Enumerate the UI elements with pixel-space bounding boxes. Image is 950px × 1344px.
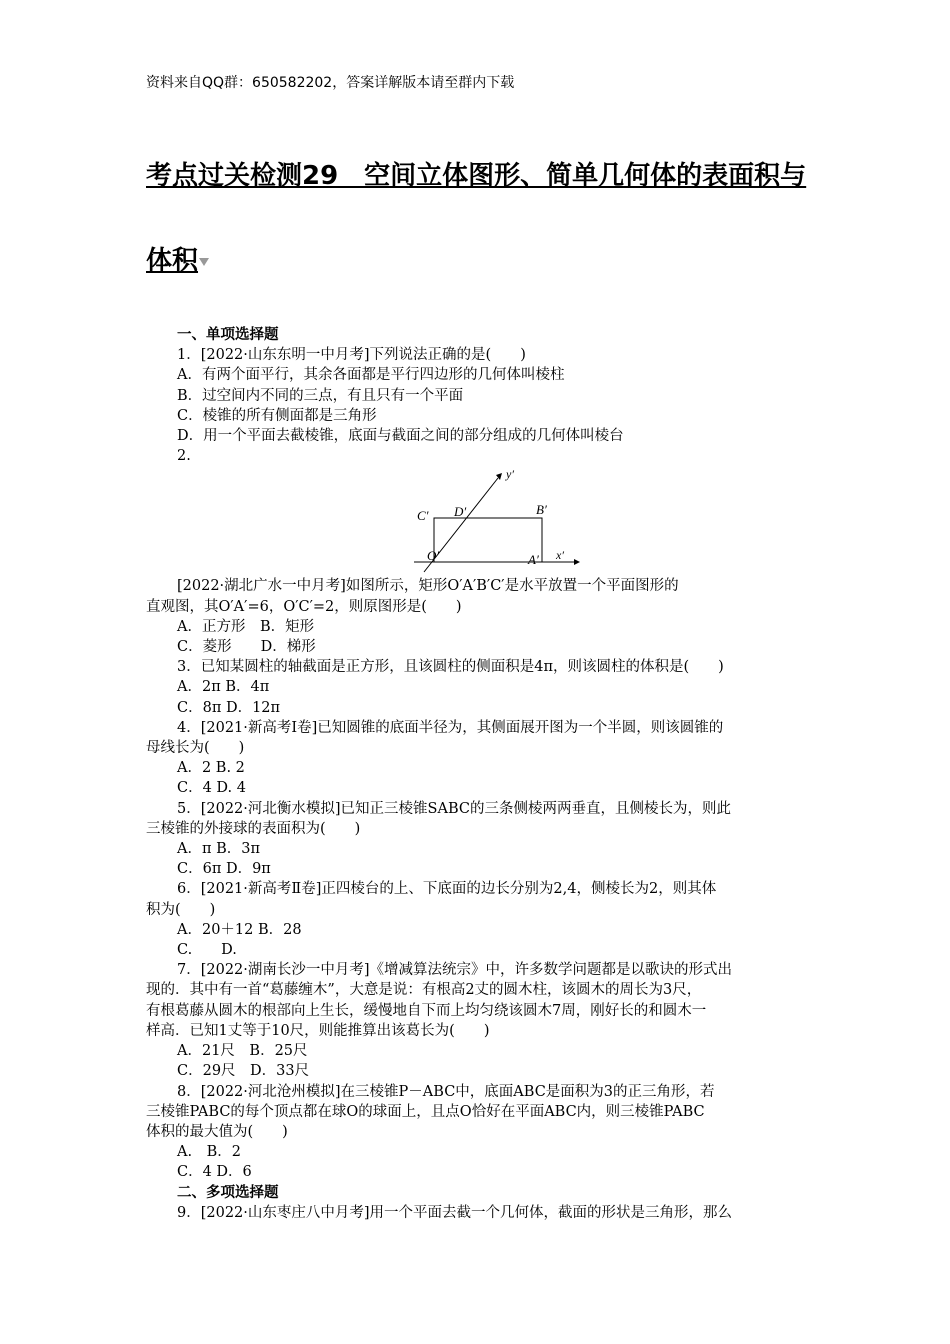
q7-options-ab: A．21尺 B．25尺: [177, 1043, 308, 1060]
page-title-line1: 考点过关检测29 空间立体图形、简单几何体的表面积与: [146, 161, 807, 191]
q5-stem-line1: 5．[2022·河北衡水模拟]已知正三棱锥SABC的三条侧棱两两垂直，且侧棱长为，则此: [177, 800, 731, 817]
q7-stem-line2: 现的．其中有一首“葛藤缠木”，大意是说：有根高2丈的圆木柱，该圆木的周长为3尺，: [146, 982, 702, 999]
q2-stem-line1: [2022·湖北广水一中月考]如图所示，矩形O′A′B′C′是水平放置一个平面图形的: [177, 578, 679, 595]
oblique-rectangle-diagram: [414, 466, 584, 576]
q6-stem-line1: 6．[2021·新高考Ⅱ卷]正四棱台的上、下底面的边长分别为2,4，侧棱长为2，则其体: [177, 881, 717, 898]
header-note: 资料来自QQ群：650582202，答案详解版本请至群内下载: [146, 75, 515, 91]
label-y: y′: [506, 467, 514, 482]
q3-stem: 3．已知某圆柱的轴截面是正方形，且该圆柱的侧面积是4π，则该圆柱的体积是( ): [177, 659, 724, 676]
q2-stem-line2: 直观图，其O′A′=6，O′C′=2，则原图形是( ): [146, 598, 462, 615]
question-content: [146, 325, 810, 1223]
q8-stem-line2: 三棱锥PABC的每个顶点都在球O的球面上，且点O恰好在平面ABC内，则三棱锥PABC: [146, 1103, 705, 1120]
q2-options-cd: C．菱形 D．梯形: [177, 639, 316, 656]
q2-figure: [146, 466, 810, 576]
q7-stem-line3: 有根葛藤从圆木的根部向上生长，缓慢地自下而上均匀绕该圆木7周，刚好长的和圆木一: [146, 1002, 707, 1019]
q6-stem-line2: 积为( ): [146, 901, 216, 918]
section-multi-choice: 二、多项选择题: [177, 1184, 279, 1201]
q5-stem-line2: 三棱锥的外接球的表面积为( ): [146, 820, 361, 837]
q7-stem-line4: 样高．已知1丈等于10尺，则能推算出该葛长为( ): [146, 1022, 490, 1039]
q8-stem-line3: 体积的最大值为( ): [146, 1123, 288, 1140]
q7-options-cd: C．29尺 D．33尺: [177, 1063, 310, 1080]
label-b: B′: [536, 502, 547, 518]
q4-stem-line1: 4．[2021·新高考Ⅰ卷]已知圆锥的底面半径为，其侧面展开图为一个半圆，则该圆锥的: [177, 719, 724, 736]
q4-options-ab: A．2 B. 2: [177, 760, 245, 777]
q7-stem-line1: 7．[2022·湖南长沙一中月考]《增减算法统宗》中，许多数学问题都是以歌诀的形式出: [177, 962, 733, 979]
q2-number: 2.: [177, 448, 191, 465]
q3-options-ab: A．2π B．4π: [177, 679, 270, 696]
collapse-triangle-icon: [199, 258, 209, 266]
q8-options-ab: A. B．2: [177, 1144, 241, 1161]
label-a: A′: [528, 552, 539, 568]
q3-options-cd: C．8π D．12π: [177, 699, 281, 716]
q4-options-cd: C．4 D. 4: [177, 780, 246, 797]
label-d: D′: [454, 504, 467, 520]
page-title-line2: [146, 240, 209, 277]
q8-options-cd: C．4 D．6: [177, 1164, 252, 1181]
q4-stem-line2: 母线长为( ): [146, 740, 245, 757]
rectangle-abcd: [434, 518, 542, 562]
q9-stem: 9．[2022·山东枣庄八中月考]用一个平面去截一个几何体，截面的形状是三角形，那么: [177, 1204, 733, 1221]
label-o: O′: [427, 548, 440, 564]
q1-option-b: B．过空间内不同的三点，有且只有一个平面: [177, 387, 464, 404]
q5-options-ab: A．π B．3π: [177, 841, 261, 858]
q6-options-cd: C. D.: [177, 942, 237, 959]
q1-stem: 1．[2022·山东东明一中月考]下列说法正确的是( ): [177, 347, 526, 364]
q6-options-ab: A．20＋12 B．28: [177, 921, 302, 938]
q8-stem-line1: 8．[2022·河北沧州模拟]在三棱锥P－ABC中，底面ABC是面积为3的正三角形，若: [177, 1083, 715, 1100]
q5-options-cd: C．6π D．9π: [177, 861, 271, 878]
q2-options-ab: A．正方形 B．矩形: [177, 618, 315, 635]
label-c: C′: [417, 508, 429, 524]
label-x: x′: [556, 548, 564, 563]
x-axis-arrow-icon: [574, 559, 580, 565]
section-single-choice: 一、单项选择题: [177, 327, 279, 343]
q1-option-d: D．用一个平面去截棱锥，底面与截面之间的部分组成的几何体叫棱台: [177, 428, 624, 445]
q1-option-a: A．有两个面平行，其余各面都是平行四边形的几何体叫棱柱: [177, 367, 565, 384]
q1-option-c: C．棱锥的所有侧面都是三角形: [177, 407, 377, 424]
page-title-line2-text: 体积: [146, 246, 199, 276]
